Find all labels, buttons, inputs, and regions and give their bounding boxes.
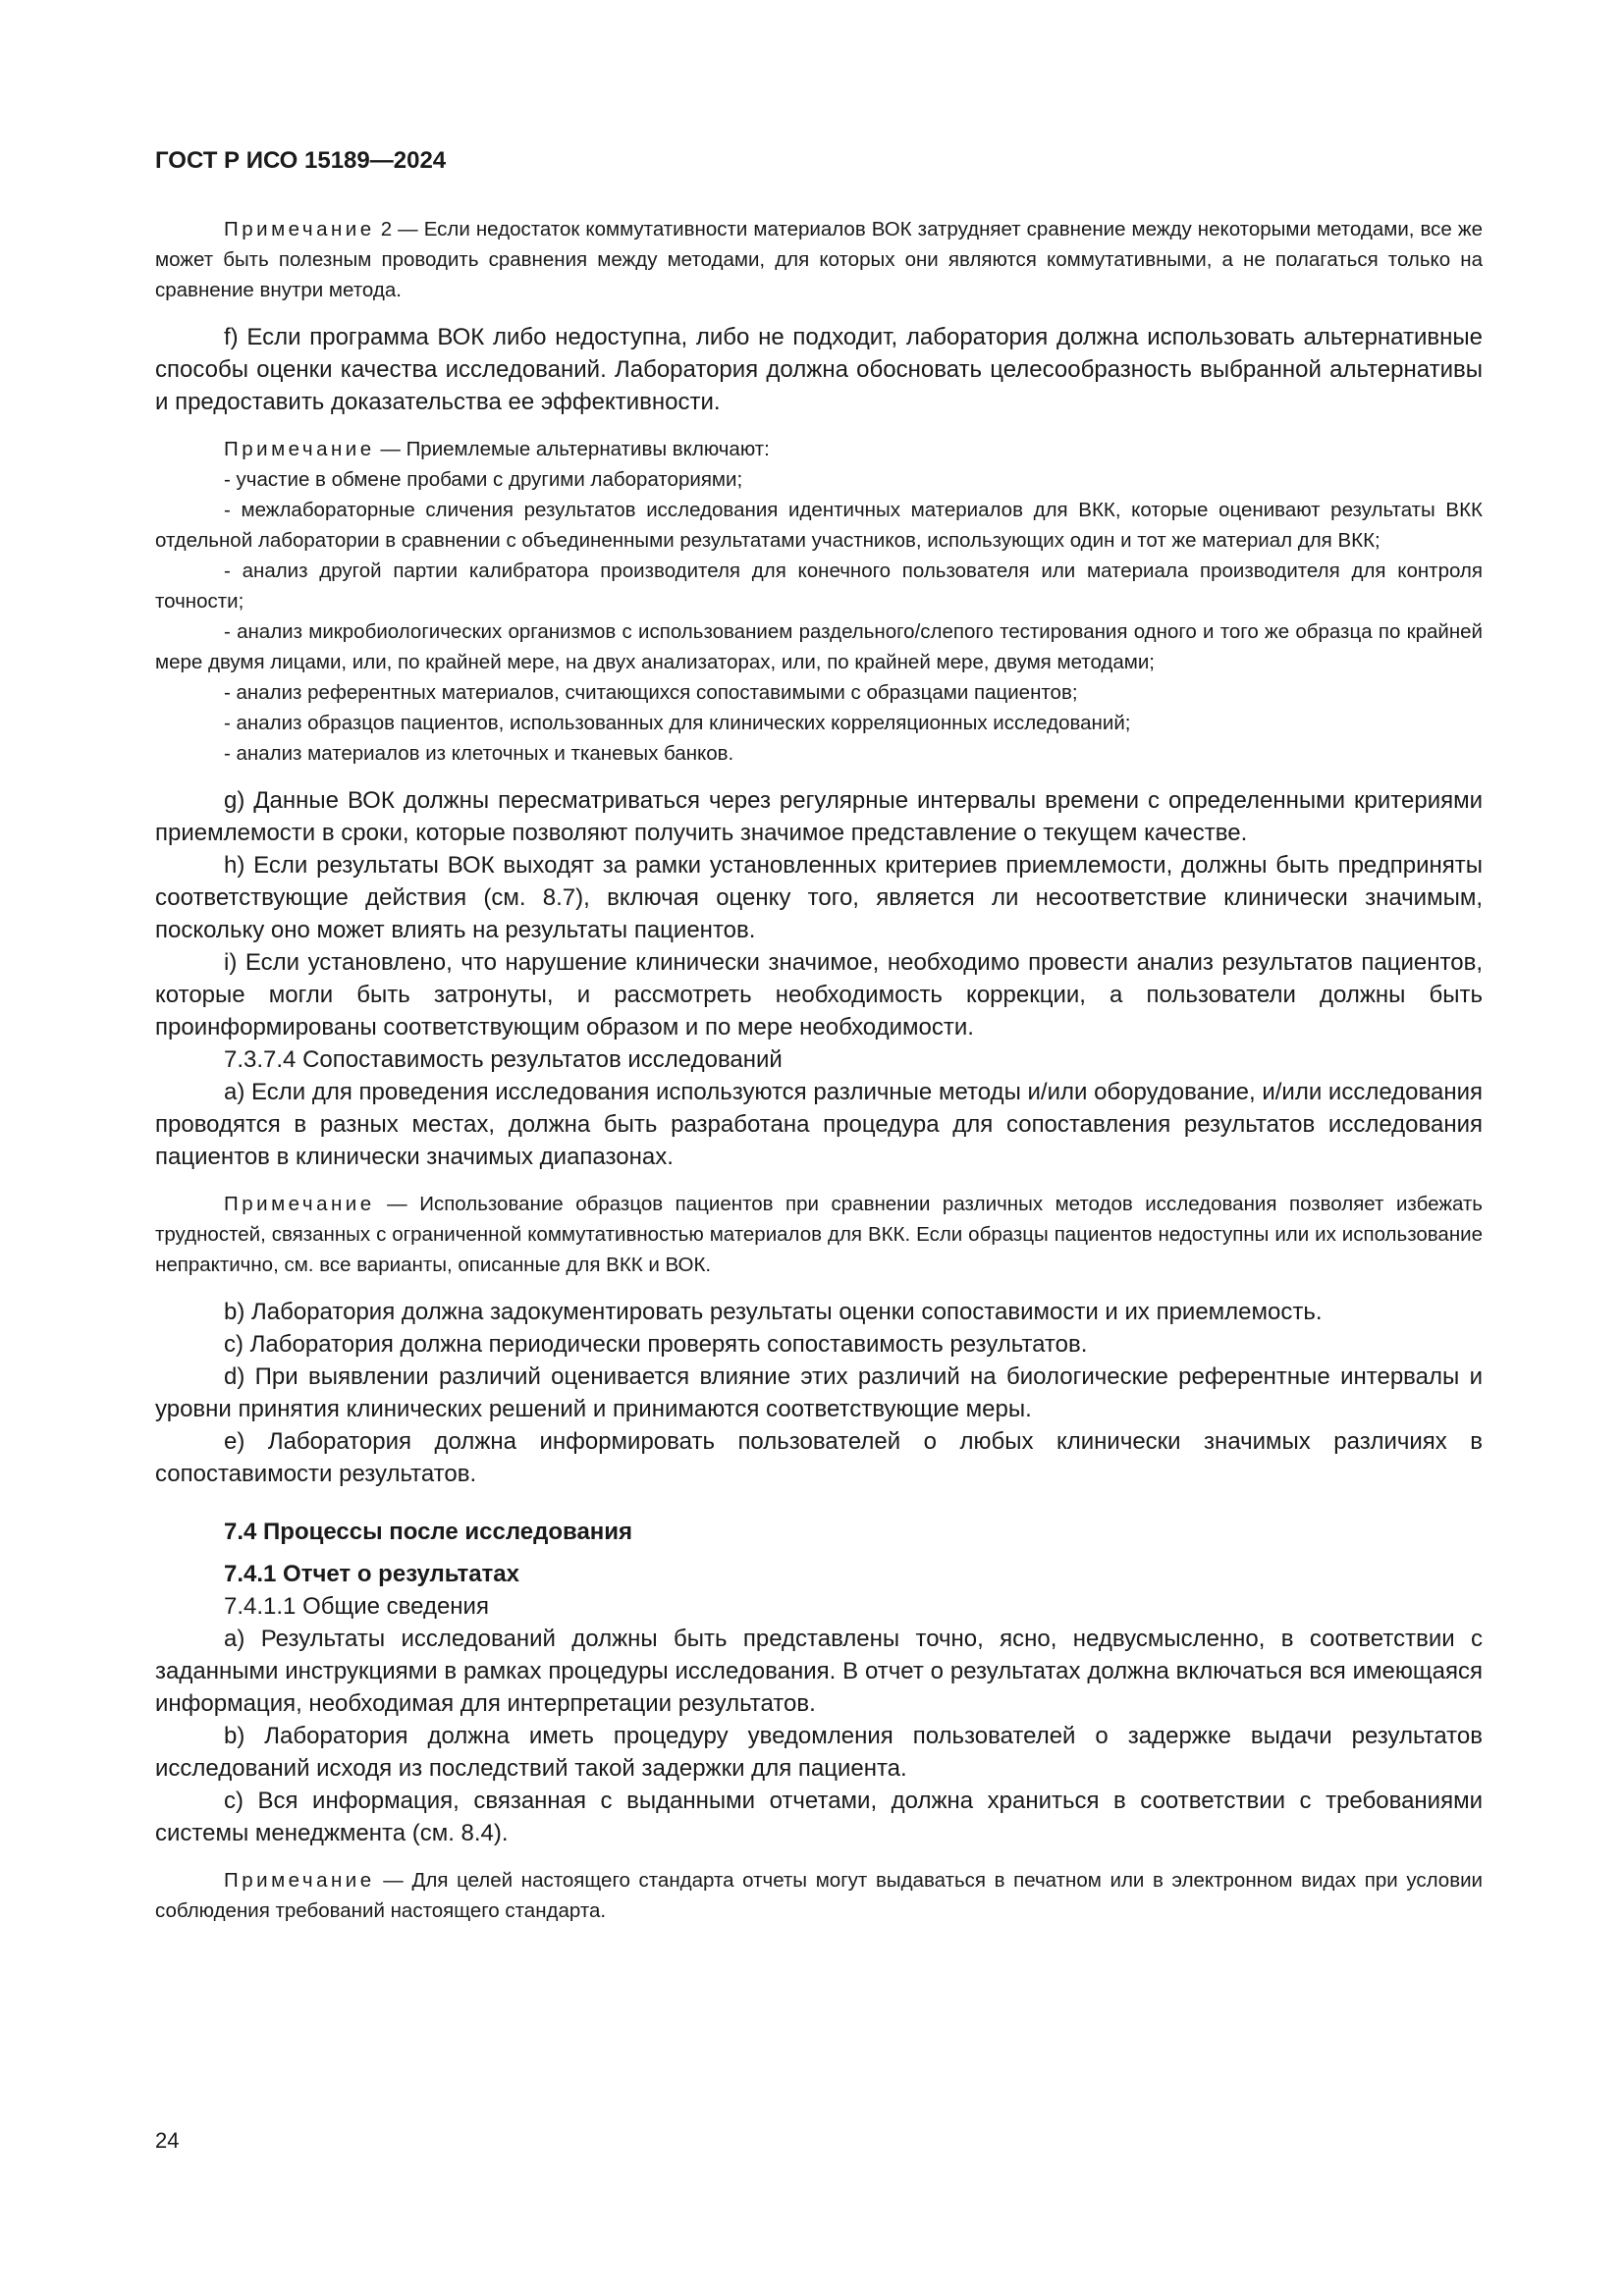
paragraph-g: g) Данные ВОК должны пересматриваться через регулярные интервалы времени с определенными критериями приемлемости в сроки, которые позволяют получить значимое представление о текущем качестве. [155, 787, 1483, 846]
list-item: - межлабораторные сличения результатов исследования идентичных материалов для ВКК, которые оценивают результаты ВКК отдельной лаборатории в сравнении с объединенными результатами участников, использующих один и тот же материал для ВКК; [155, 499, 1483, 552]
note-separator: — [374, 1193, 420, 1215]
note-text: Приемлемые альтернативы включают: [406, 438, 770, 460]
section-heading-7-4-1: 7.4.1 Отчет о результатах [224, 1561, 519, 1587]
note-4 [155, 1865, 1483, 1926]
note-text: Если недостаток коммутативности материалов ВОК затрудняет сравнение между некоторыми методами, все же может быть полезным проводить сравнения между методами, для которых они являются коммутативными, а не полагаться только на сравнение внутри метода. [155, 218, 1483, 301]
note-text: Для целей настоящего стандарта отчеты могут выдаваться в печатном или в электронном видах при условии соблюдения требований настоящего стандарта. [155, 1869, 1483, 1922]
body-block-3 [155, 1590, 1483, 1849]
note-label: Примечание [224, 218, 375, 240]
note-label: Примечание [224, 438, 375, 460]
paragraph-a: a) Если для проведения исследования используются различные методы и/или оборудование, и/или исследования проводятся в разных местах, должна быть разработана процедура для сопоставления результатов исследования пациентов в клинически значимых диапазонах. [155, 1079, 1483, 1170]
note-3 [155, 1189, 1483, 1280]
note-text: Использование образцов пациентов при сравнении различных методов исследования позволяет избежать трудностей, связанных с ограниченной коммутативностью материалов для ВКК. Если образцы пациентов недоступны или их использование непрактично, см. все варианты, описанные для ВКК и ВОК. [155, 1193, 1483, 1276]
paragraph-c: c) Вся информация, связанная с выданными отчетами, должна храниться в соответствии с требованиями системы менеджмента (см. 8.4). [155, 1788, 1483, 1846]
list-item: - анализ референтных материалов, считающихся сопоставимыми с образцами пациентов; [224, 681, 1078, 704]
body-block-2 [155, 1296, 1483, 1490]
page-number: 24 [155, 2128, 180, 2153]
paragraph-text: f) Если программа ВОК либо недоступна, либо не подходит, лаборатория должна использовать альтернативные способы оценки качества исследований. Лаборатория должна обосновать целесообразность выбранной альтернативы и предоставить доказательства ее эффективности. [155, 324, 1483, 415]
subsection-title-7-4-1-1: 7.4.1.1 Общие сведения [224, 1593, 489, 1620]
paragraph-h: h) Если результаты ВОК выходят за рамки установленных критериев приемлемости, должны быть предприняты соответствующие действия (см. 8.7), включая оценку того, является ли несоответствие клинически значимым, поскольку оно может влиять на результаты пациентов. [155, 852, 1483, 943]
list-item: - участие в обмене пробами с другими лабораториями; [224, 468, 743, 491]
alternatives-list [155, 464, 1483, 769]
note-separator: — [374, 1869, 412, 1892]
document-page [155, 147, 1483, 1942]
paragraph-c: c) Лаборатория должна периодически проверять сопоставимость результатов. [224, 1331, 1088, 1358]
note-2 [155, 434, 1483, 769]
list-item: - анализ образцов пациентов, использованных для клинических корреляционных исследований; [224, 712, 1131, 734]
subsection-title-7-3-7-4: 7.3.7.4 Сопоставимость результатов исследований [224, 1046, 783, 1073]
paragraph-f [155, 321, 1483, 418]
paragraph-d: d) При выявлении различий оценивается влияние этих различий на биологические референтные интервалы и уровни принятия клинических решений и принимаются соответствующие меры. [155, 1363, 1483, 1422]
list-item: - анализ микробиологических организмов с использованием раздельного/слепого тестирования одного и того же образца по крайней мере двумя лицами, или, по крайней мере, на двух анализаторах, или, по крайней мере, двумя методами; [155, 620, 1483, 673]
note-1 [155, 214, 1483, 305]
note-separator: — [374, 438, 406, 460]
paragraph-e: e) Лаборатория должна информировать пользователей о любых клинически значимых различиях в сопоставимости результатов. [155, 1428, 1483, 1487]
paragraph-b: b) Лаборатория должна задокументировать результаты оценки сопоставимости и их приемлемость. [224, 1299, 1323, 1325]
note-label: Примечание [224, 1193, 375, 1215]
paragraph-i: i) Если установлено, что нарушение клинически значимое, необходимо провести анализ результатов пациентов, которые могли быть затронуты, и рассмотреть необходимость коррекции, а пользователи должны быть проинформированы соответствующим образом и по мере необходимости. [155, 949, 1483, 1041]
list-item: - анализ другой партии калибратора производителя для конечного пользователя или материала производителя для контроля точности; [155, 560, 1483, 613]
document-header: ГОСТ Р ИСО 15189—2024 [155, 147, 447, 174]
note-number: 2 — [374, 218, 424, 240]
body-block-1 [155, 784, 1483, 1173]
paragraph-a: a) Результаты исследований должны быть представлены точно, ясно, недвусмысленно, в соответствии с заданными инструкциями в рамках процедуры исследования. В отчет о результатах должна включаться вся имеющаяся информация, необходимая для интерпретации результатов. [155, 1626, 1483, 1717]
paragraph-b: b) Лаборатория должна иметь процедуру уведомления пользователей о задержке выдачи результатов исследований исходя из последствий такой задержки для пациента. [155, 1723, 1483, 1782]
section-heading-7-4: 7.4 Процессы после исследования [224, 1519, 633, 1545]
list-item: - анализ материалов из клеточных и тканевых банков. [224, 742, 734, 765]
note-label: Примечание [224, 1869, 375, 1892]
